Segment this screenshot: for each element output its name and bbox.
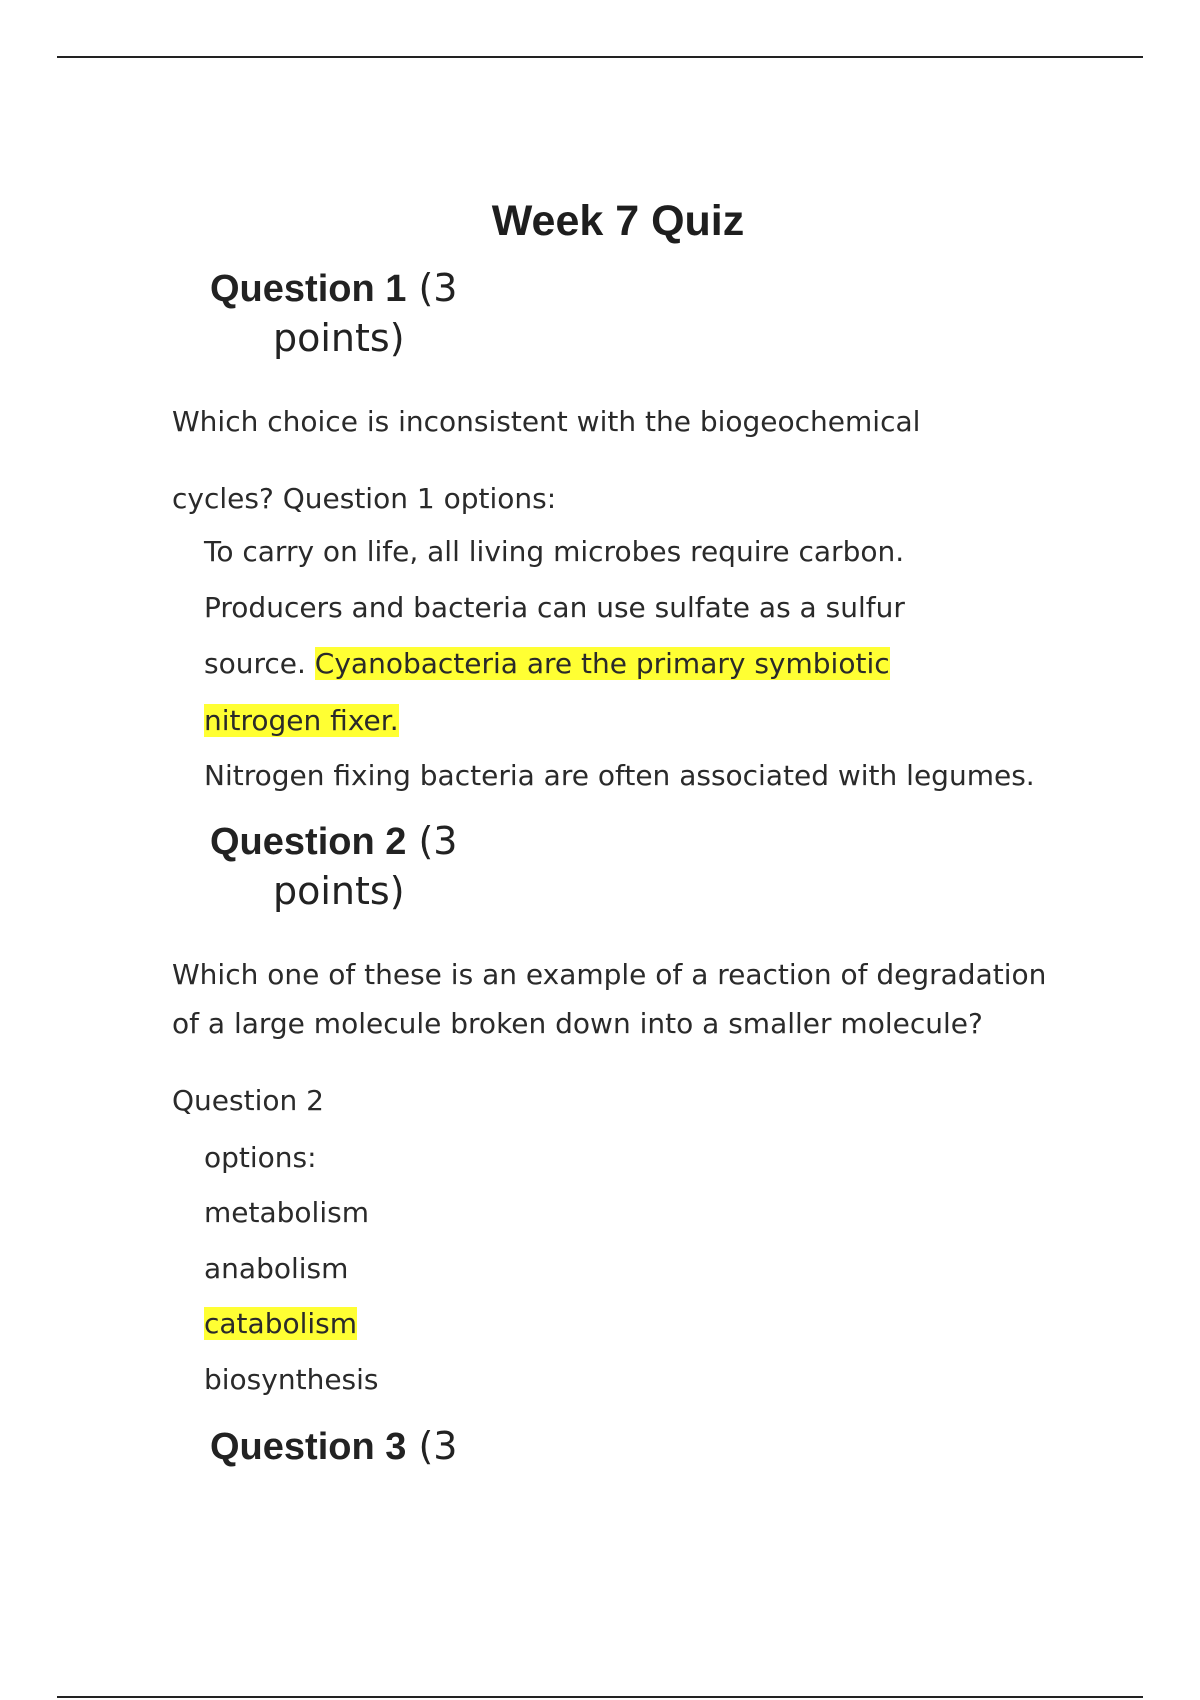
question-2-option-3-highlighted: catabolism [204, 1307, 358, 1340]
question-1-option-1: To carry on life, all living microbes require carbon. [204, 535, 905, 568]
question-1-points-close: points) [273, 316, 405, 360]
top-rule [57, 56, 1143, 58]
question-3-points-open: (3 [418, 1424, 458, 1468]
question-1-option-2-line-1: Producers and bacteria can use sulfate as a sulfur [204, 591, 905, 624]
question-3-heading [210, 1422, 457, 1472]
question-2-heading [210, 817, 457, 916]
question-2-points-open: (3 [418, 819, 458, 863]
question-2-prompt-line-1: Which one of these is an example of a reaction of degradation [172, 958, 1047, 991]
question-3-label: Question 3 [210, 1426, 407, 1468]
question-1-option-2-line-2: source. [204, 647, 306, 680]
bottom-rule [57, 1696, 1143, 1698]
question-1-label: Question 1 [210, 268, 407, 310]
question-1-option-3-highlighted-line-2: nitrogen fixer. [204, 704, 399, 737]
question-2-options-label-line-2: options: [204, 1141, 317, 1174]
question-2-options-label-line-1: Question 2 [172, 1084, 324, 1117]
question-1-heading [210, 264, 457, 363]
question-1-option-3-line-2 [204, 703, 399, 739]
question-2-option-4: biosynthesis [204, 1363, 379, 1396]
question-1-prompt-line-1: Which choice is inconsistent with the biogeochemical [172, 405, 921, 438]
question-2-points-close: points) [273, 869, 405, 913]
question-2-option-3-row [204, 1306, 357, 1342]
question-1-option-4: Nitrogen fixing bacteria are often associated with legumes. [204, 759, 1035, 792]
question-2-option-2: anabolism [204, 1252, 349, 1285]
question-2-label: Question 2 [210, 821, 407, 863]
question-2-prompt-line-2: of a large molecule broken down into a smaller molecule? [172, 1007, 983, 1040]
question-1-prompt-line-2: cycles? Question 1 options: [172, 482, 557, 515]
question-1-option-line-mixed [204, 646, 890, 682]
question-1-points-open: (3 [418, 266, 458, 310]
question-2-option-1: metabolism [204, 1196, 369, 1229]
quiz-title: Week 7 Quiz [491, 197, 745, 245]
question-1-option-3-highlighted-line-1: Cyanobacteria are the primary symbiotic [314, 647, 890, 680]
